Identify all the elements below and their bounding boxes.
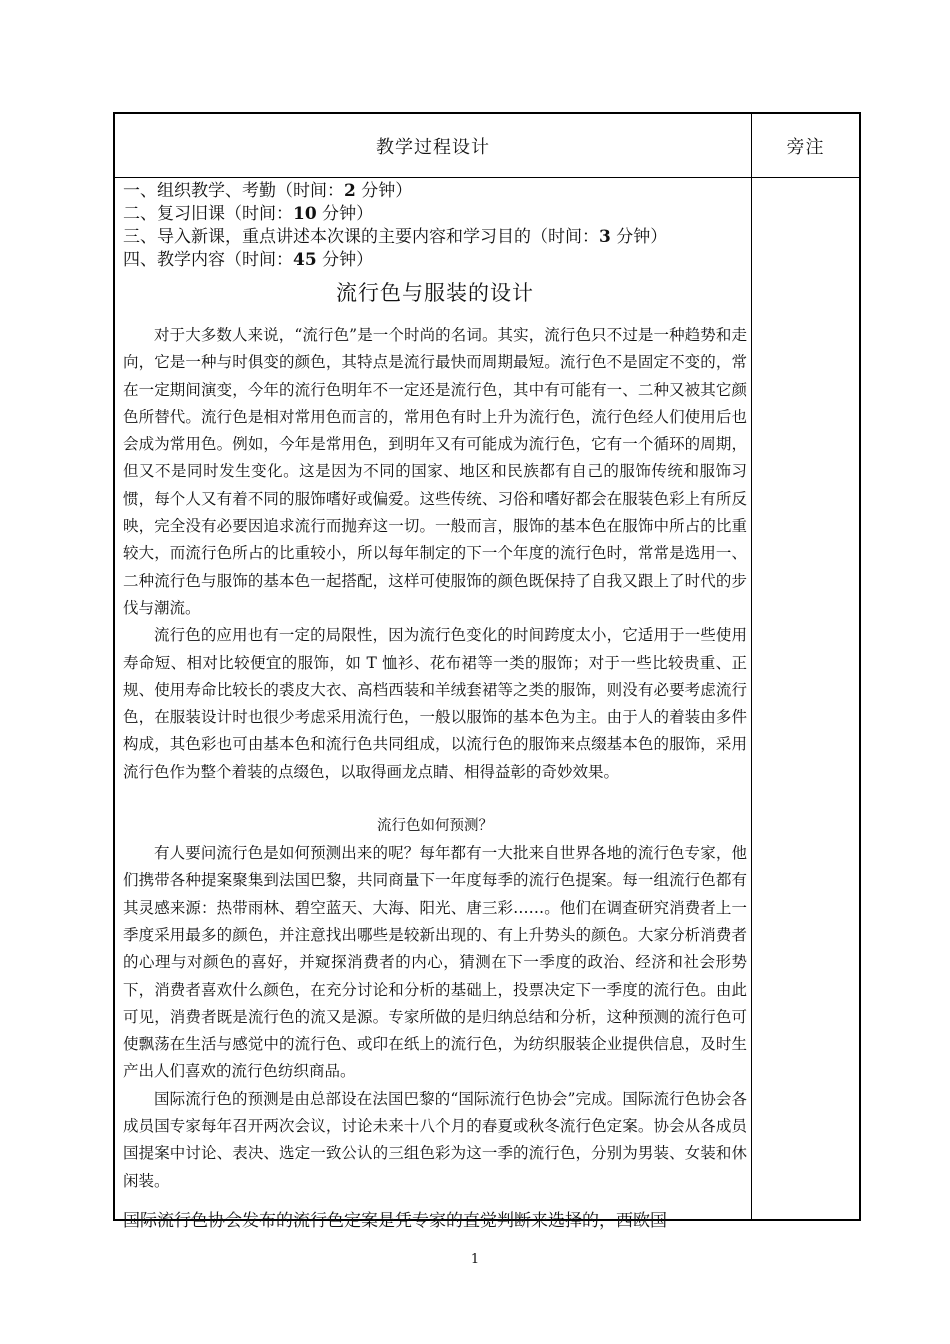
document-title: 流行色与服装的设计: [336, 281, 534, 305]
blank-line: [123, 786, 747, 813]
header-side-notes: 旁注: [786, 137, 825, 158]
section-subtitle: 流行色如何预测？: [377, 818, 493, 835]
lesson-table: [113, 112, 861, 1231]
teaching-content-cell: [123, 180, 747, 1233]
step-item: 四、教学内容（时间：45 分钟）: [123, 250, 374, 270]
step-item: 一、组织教学、考勤（时间：2 分钟）: [123, 181, 413, 201]
step-item: 三、导入新课，重点讲述本次课的主要内容和学习目的（时间：3 分钟）: [123, 227, 668, 247]
continued-line: 国际流行色协会发布的流行色定案是凭专家的直觉判断来选择的，西欧国: [123, 1210, 667, 1231]
body-paragraph: 流行色的应用也有一定的局限性，因为流行色变化的时间跨度太小，它适用于一些使用寿命短、相对比较便宜的服饰，如 T 恤衫、花布裙等一类的服饰；对于一些比较贵重、正规、使用寿命比较长的裘皮大衣、高档西装和羊绒套裙等之类的服饰，则没有必要考虑流行色，在服装设计时也很少考虑采用流行色，一般以服饰的基本色为主。由于人的着装由多件构成，其色彩也可由基本色和流行色共同组成，以流行色的服饰来点缀基本色的服饰，采用流行色作为整个着装的点缀色，以取得画龙点睛、相得益彰的奇妙效果。: [123, 626, 747, 781]
column-divider: [751, 114, 752, 1219]
header-teaching-process: 教学过程设计: [376, 137, 490, 158]
body-paragraph: 有人要问流行色是如何预测出来的呢？每年都有一大批来自世界各地的流行色专家，他们携带各种提案聚集到法国巴黎，共同商量下一年度每季的流行色提案。每一组流行色都有其灵感来源：热带雨林、碧空蓝天、大海、阳光、唐三彩……。他们在调查研究消费者上一季度采用最多的颜色，并注意找出哪些是较新出现的、有上升势头的颜色。大家分析消费者的心理与对颜色的喜好，并窥探消费者的内心，猜测在下一季度的政治、经济和社会形势下，消费者喜欢什么颜色，在充分讨论和分析的基础上，投票决定下一季度的流行色。由此可见，消费者既是流行色的流又是源。专家所做的是归纳总结和分析，这种预测的流行色可使飘荡在生活与感觉中的流行色、或印在纸上的流行色，为纺织服装企业提供信息，及时生产出人们喜欢的流行色纺织商品。: [123, 844, 747, 1081]
body-paragraph: 国际流行色的预测是由总部设在法国巴黎的“国际流行色协会”完成。国际流行色协会各成员国专家每年召开两次会议，讨论未来十八个月的春夏或秋冬流行色定案。协会从各成员国提案中讨论、表决、选定一致公认的三组色彩为这一季的流行色，分别为男装、女装和休闲装。: [123, 1089, 747, 1190]
step-item: 二、复习旧课（时间：10 分钟）: [123, 204, 374, 224]
table-header-row: [115, 114, 859, 178]
body-paragraph: 对于大多数人来说，“流行色”是一个时尚的名词。其实，流行色只不过是一种趋势和走向，它是一种与时俱变的颜色，其特点是流行最快而周期最短。流行色不是固定不变的，常在一定期间演变，今年的流行色明年不一定还是流行色，其中有可能有一、二种又被其它颜色所替代。流行色是相对常用色而言的，常用色有时上升为流行色，流行色经人们使用后也会成为常用色。例如，今年是常用色，到明年又有可能成为流行色，它有一个循环的周期，但又不是同时发生变化。这是因为不同的国家、地区和民族都有自己的服饰传统和服饰习惯，每个人又有着不同的服饰嗜好或偏爱。这些传统、习俗和嗜好都会在服装色彩上有所反映，完全没有必要因追求流行而抛弃这一切。一般而言，服饰的基本色在服饰中所占的比重较大，而流行色所占的比重较小，所以每年制定的下一个年度的流行色时，常常是选用一、二种流行色与服饰的基本色一起搭配，这样可使服饰的颜色既保持了自我又跟上了时代的步伐与潮流。: [123, 326, 747, 617]
page-number: 1: [470, 1252, 480, 1267]
